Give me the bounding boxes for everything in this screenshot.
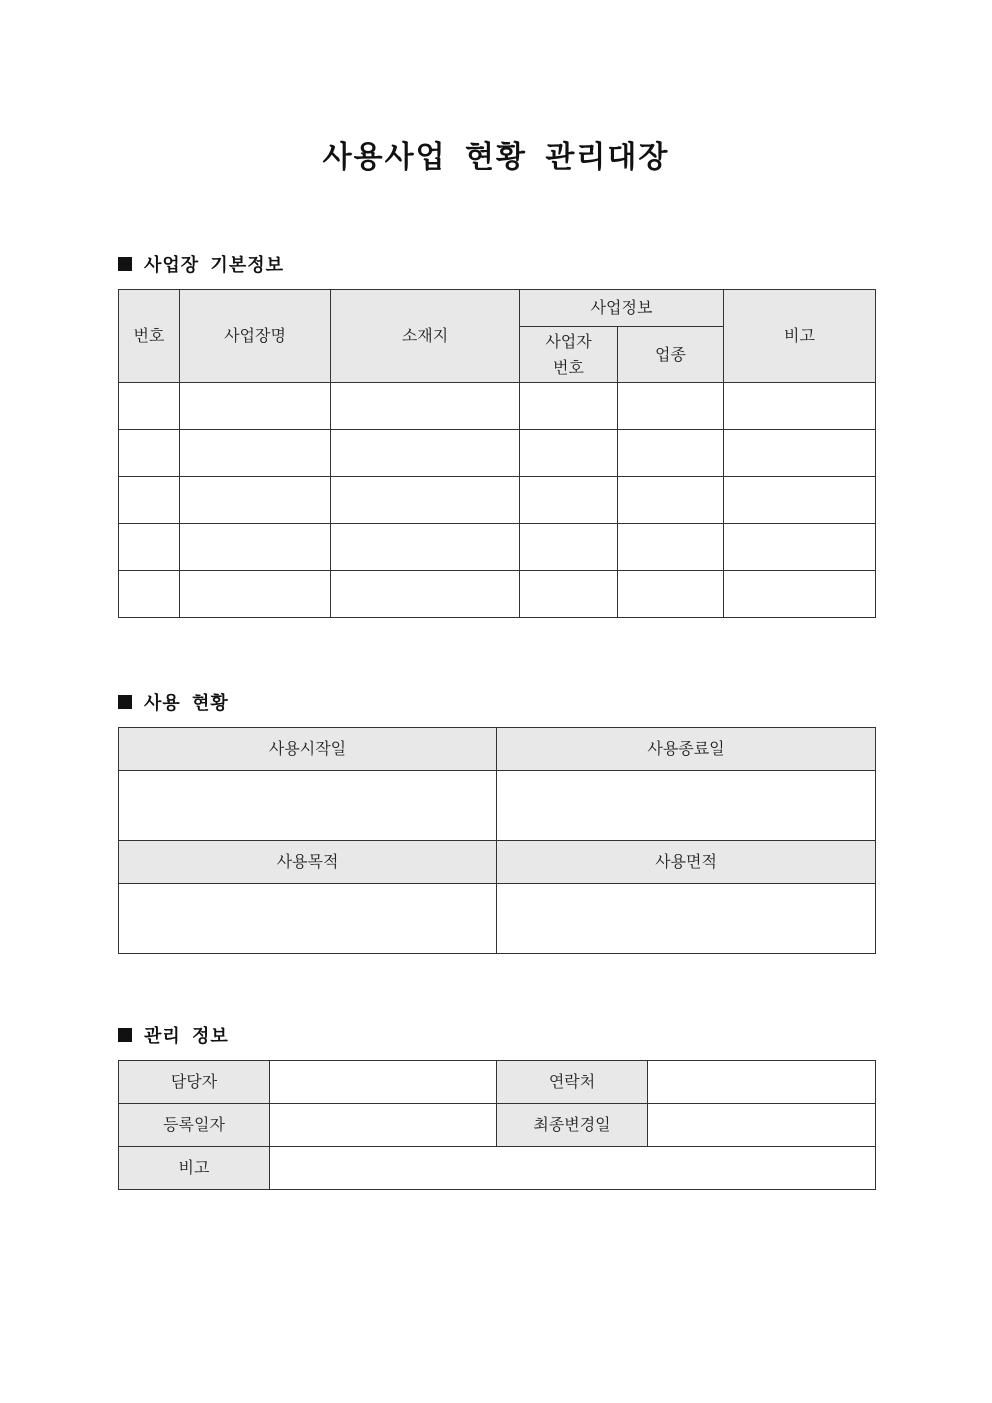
cell-business-name[interactable] [180,430,331,477]
last-modified-field[interactable] [648,1104,876,1147]
header-start-date: 사용시작일 [119,728,497,771]
usage-status-table [118,727,876,954]
section-heading-label: 사업장 기본정보 [144,255,284,276]
header-purpose: 사용목적 [119,841,497,884]
cell-industry[interactable] [618,477,724,524]
remarks-field[interactable] [270,1147,876,1190]
cell-location[interactable] [331,571,520,618]
section-heading-business-info [118,252,284,276]
cell-number[interactable] [119,430,180,477]
cell-number[interactable] [119,477,180,524]
cell-remarks[interactable] [724,524,876,571]
cell-business-number[interactable] [520,524,618,571]
business-info-table [118,289,876,618]
label-last-modified: 최종변경일 [497,1104,648,1147]
header-area: 사용면적 [497,841,876,884]
cell-remarks[interactable] [724,571,876,618]
cell-number[interactable] [119,383,180,430]
cell-location[interactable] [331,477,520,524]
square-bullet-icon [118,1028,132,1042]
section-heading-label: 관리 정보 [144,1026,229,1047]
table-row [119,477,876,524]
table-row [119,383,876,430]
area-field[interactable] [497,884,876,954]
square-bullet-icon [118,695,132,709]
cell-industry[interactable] [618,430,724,477]
start-date-field[interactable] [119,771,497,841]
cell-business-name[interactable] [180,571,331,618]
label-remarks: 비고 [119,1147,270,1190]
label-registered-date: 등록일자 [119,1104,270,1147]
contact-field[interactable] [648,1061,876,1104]
cell-remarks[interactable] [724,430,876,477]
section-heading-usage-status [118,690,229,714]
cell-remarks[interactable] [724,383,876,430]
cell-industry[interactable] [618,524,724,571]
section-heading-management-info [118,1023,229,1047]
purpose-field[interactable] [119,884,497,954]
cell-business-number[interactable] [520,383,618,430]
header-business-info: 사업정보 [520,290,724,327]
table-row [119,430,876,477]
cell-remarks[interactable] [724,477,876,524]
cell-business-name[interactable] [180,524,331,571]
header-location: 소재지 [331,290,520,383]
page-title: 사용사업 현황 관리대장 [322,140,670,175]
cell-industry[interactable] [618,383,724,430]
cell-industry[interactable] [618,571,724,618]
header-business-number: 사업자번호 [520,327,618,383]
label-contact: 연락처 [497,1061,648,1104]
header-remarks: 비고 [724,290,876,383]
end-date-field[interactable] [497,771,876,841]
cell-business-number[interactable] [520,430,618,477]
header-number: 번호 [119,290,180,383]
section-heading-label: 사용 현황 [144,693,229,714]
square-bullet-icon [118,257,132,271]
header-industry: 업종 [618,327,724,383]
cell-business-name[interactable] [180,383,331,430]
cell-location[interactable] [331,430,520,477]
cell-location[interactable] [331,524,520,571]
header-business-name: 사업장명 [180,290,331,383]
table-row [119,524,876,571]
table-row [119,571,876,618]
cell-location[interactable] [331,383,520,430]
header-end-date: 사용종료일 [497,728,876,771]
cell-business-name[interactable] [180,477,331,524]
management-info-table [118,1060,876,1190]
cell-business-number[interactable] [520,477,618,524]
label-manager: 담당자 [119,1061,270,1104]
registered-date-field[interactable] [270,1104,497,1147]
cell-number[interactable] [119,571,180,618]
cell-business-number[interactable] [520,571,618,618]
manager-field[interactable] [270,1061,497,1104]
cell-number[interactable] [119,524,180,571]
